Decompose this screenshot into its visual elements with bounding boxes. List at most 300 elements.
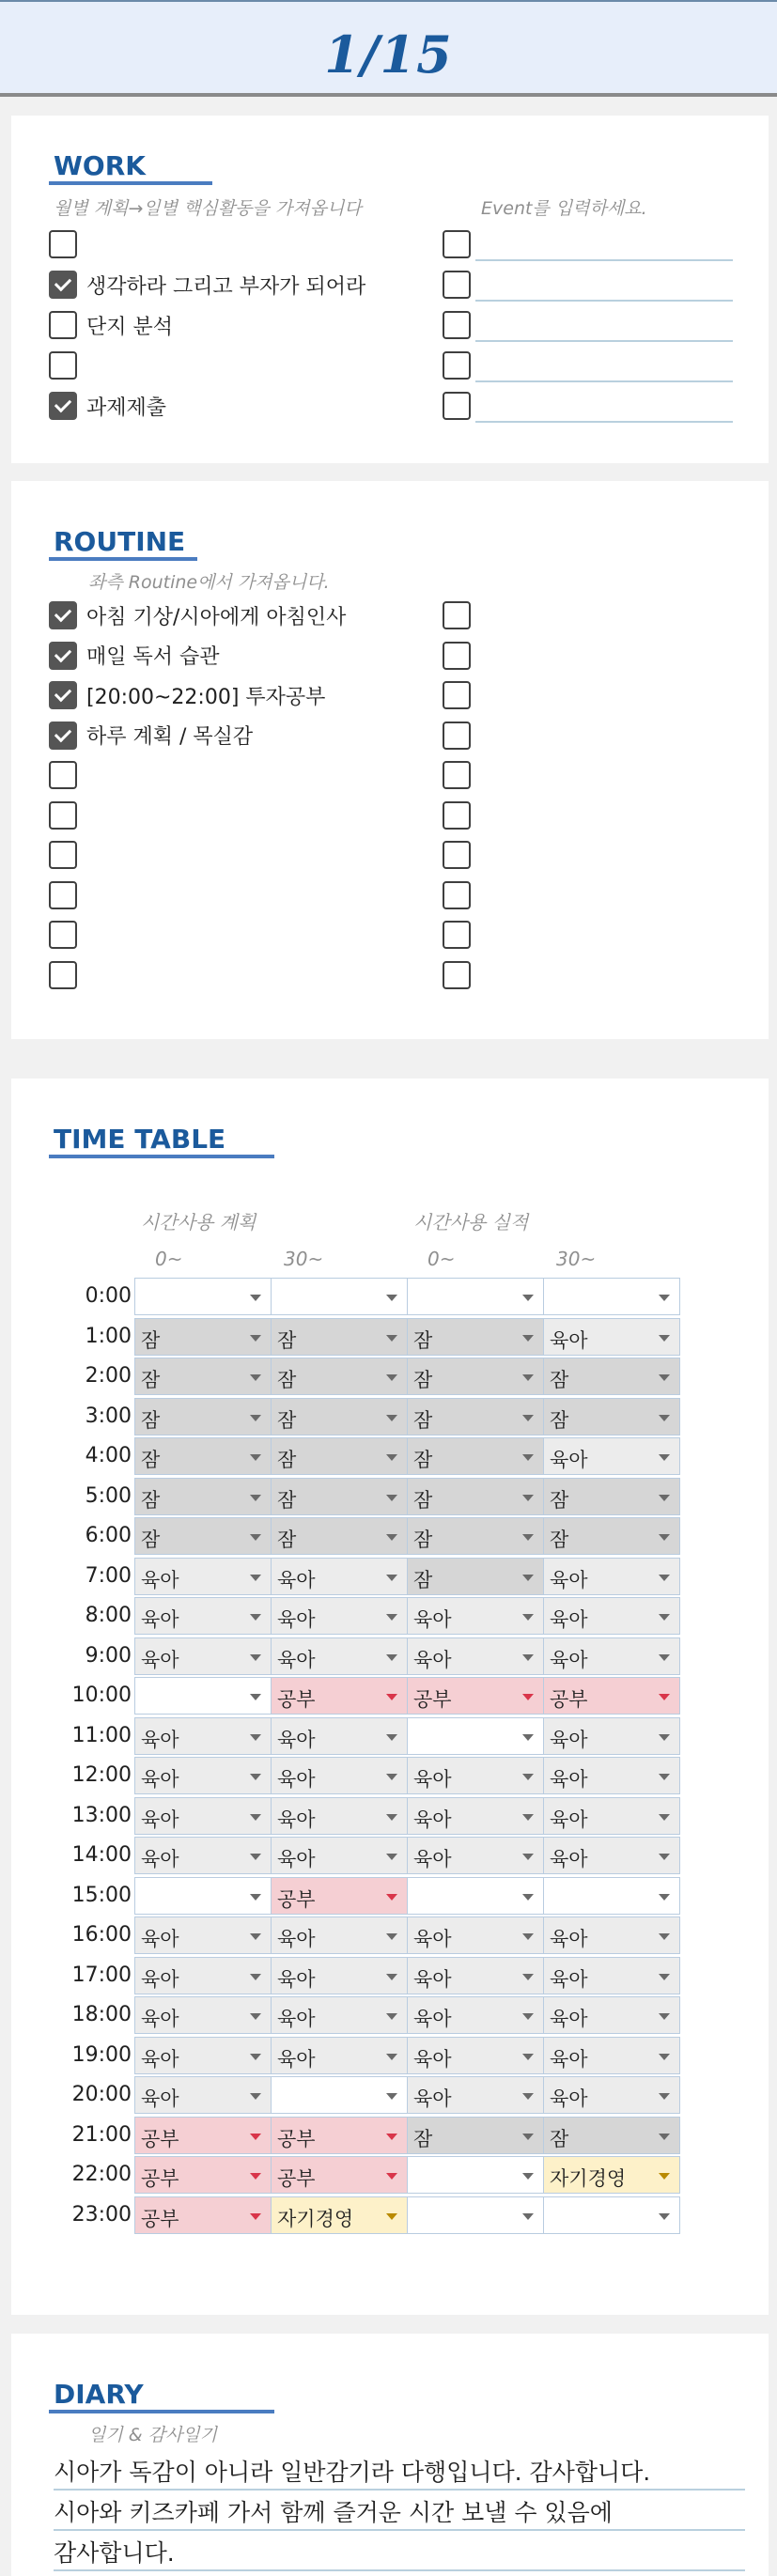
cell-value: 육아 <box>141 1848 179 1870</box>
work-title: WORK <box>54 150 146 181</box>
dropdown-arrow-icon[interactable] <box>659 1814 670 1821</box>
timetable-dropdown-cell[interactable] <box>407 1916 544 1954</box>
timetable-dropdown-cell[interactable] <box>134 1637 272 1675</box>
checkbox[interactable] <box>49 761 77 789</box>
timetable-title-underline <box>49 1155 274 1158</box>
timetable-dropdown-cell[interactable] <box>271 1278 408 1315</box>
diary-title-underline <box>49 2410 274 2413</box>
dropdown-arrow-icon[interactable] <box>386 1295 397 1301</box>
timetable-dropdown-cell[interactable] <box>134 2117 272 2154</box>
checkbox[interactable] <box>443 642 471 670</box>
timetable-dropdown-cell[interactable] <box>271 1398 408 1435</box>
hour-label: 4:00 <box>85 1444 132 1467</box>
timetable-dropdown-cell[interactable] <box>271 2037 408 2074</box>
timetable-dropdown-cell[interactable] <box>543 1717 680 1755</box>
event-input-line[interactable] <box>475 259 733 261</box>
dropdown-arrow-icon[interactable] <box>386 1933 397 1940</box>
checkbox[interactable] <box>49 271 77 299</box>
dropdown-arrow-icon[interactable] <box>250 2054 261 2060</box>
checkbox[interactable] <box>443 311 471 339</box>
event-input-line[interactable] <box>475 421 733 423</box>
diary-title: DIARY <box>54 2379 144 2410</box>
timetable-title: TIME TABLE <box>54 1124 226 1155</box>
timetable-dropdown-cell[interactable] <box>407 1957 544 1994</box>
timetable-dropdown-cell[interactable] <box>407 1278 544 1315</box>
timetable-dropdown-cell[interactable] <box>543 1318 680 1356</box>
timetable-dropdown-cell[interactable] <box>543 1837 680 1874</box>
timetable-dropdown-cell[interactable] <box>271 2076 408 2114</box>
dropdown-arrow-icon[interactable] <box>659 2093 670 2100</box>
dropdown-arrow-icon[interactable] <box>659 1694 670 1700</box>
routine-item <box>49 599 346 631</box>
dropdown-arrow-icon[interactable] <box>522 1575 534 1581</box>
routine-hint: 좌측 Routine에서 가져옵니다. <box>88 572 330 593</box>
timetable-dropdown-cell[interactable] <box>271 1677 408 1715</box>
dropdown-arrow-icon[interactable] <box>250 1495 261 1501</box>
checkbox[interactable] <box>49 801 77 830</box>
timetable-dropdown-cell[interactable] <box>407 2037 544 2074</box>
dropdown-arrow-icon[interactable] <box>386 2213 397 2220</box>
timetable-dropdown-cell[interactable] <box>407 1558 544 1595</box>
dropdown-arrow-icon[interactable] <box>522 2173 534 2180</box>
timetable-dropdown-cell[interactable] <box>543 1996 680 2034</box>
diary-rule-line <box>54 2489 745 2491</box>
dropdown-arrow-icon[interactable] <box>522 2213 534 2220</box>
cell-value: 잠 <box>413 1408 433 1432</box>
hour-label: 2:00 <box>85 1364 132 1388</box>
timetable-dropdown-cell[interactable] <box>543 1358 680 1395</box>
hour-label: 5:00 <box>85 1483 132 1508</box>
diary-hint: 일기 & 감사일기 <box>88 2425 218 2445</box>
dropdown-arrow-icon[interactable] <box>250 1575 261 1581</box>
routine-item <box>49 799 86 831</box>
cell-value: 자기경영 <box>277 2207 354 2230</box>
timetable-dropdown-cell[interactable] <box>134 1517 272 1555</box>
timetable-dropdown-cell[interactable] <box>543 1398 680 1435</box>
cell-value: 육아 <box>413 1608 452 1631</box>
timetable-dropdown-cell[interactable] <box>271 1637 408 1675</box>
dropdown-arrow-icon[interactable] <box>386 1854 397 1860</box>
timetable-dropdown-cell[interactable] <box>543 1877 680 1915</box>
checkbox[interactable] <box>443 681 471 709</box>
dropdown-arrow-icon[interactable] <box>522 1734 534 1741</box>
timetable-dropdown-cell[interactable] <box>543 2076 680 2114</box>
timetable-dropdown-cell[interactable] <box>407 1517 544 1555</box>
dropdown-arrow-icon[interactable] <box>522 1415 534 1421</box>
timetable-dropdown-cell[interactable] <box>134 1916 272 1954</box>
dropdown-arrow-icon[interactable] <box>250 1534 261 1541</box>
checkbox[interactable] <box>49 921 77 949</box>
dropdown-arrow-icon[interactable] <box>522 2093 534 2100</box>
dropdown-arrow-icon[interactable] <box>659 2134 670 2140</box>
dropdown-arrow-icon[interactable] <box>386 2134 397 2140</box>
dropdown-arrow-icon[interactable] <box>659 1495 670 1501</box>
timetable-dropdown-cell[interactable] <box>407 2196 544 2234</box>
checkbox[interactable] <box>49 311 77 339</box>
checkbox[interactable] <box>49 961 77 989</box>
timetable-dropdown-cell[interactable] <box>134 2156 272 2194</box>
dropdown-arrow-icon[interactable] <box>386 1575 397 1581</box>
dropdown-arrow-icon[interactable] <box>386 1534 397 1541</box>
dropdown-arrow-icon[interactable] <box>659 1335 670 1342</box>
checkbox-label: [20:00~22:00] 투자공부 <box>86 685 326 709</box>
dropdown-arrow-icon[interactable] <box>659 1933 670 1940</box>
timetable-dropdown-cell[interactable] <box>543 1957 680 1994</box>
cell-value: 잠 <box>413 1568 433 1591</box>
timetable-dropdown-cell[interactable] <box>543 1437 680 1475</box>
cell-value: 잠 <box>550 1488 569 1512</box>
dropdown-arrow-icon[interactable] <box>522 1335 534 1342</box>
hour-label: 1:00 <box>85 1324 132 1348</box>
hour-label: 0:00 <box>85 1284 132 1308</box>
cell-value: 잠 <box>413 1529 433 1551</box>
dropdown-arrow-icon[interactable] <box>250 1894 261 1901</box>
timetable-dropdown-cell[interactable] <box>407 1637 544 1675</box>
timetable-dropdown-cell[interactable] <box>271 1558 408 1595</box>
timetable-dropdown-cell[interactable] <box>134 2196 272 2234</box>
timetable-dropdown-cell[interactable] <box>543 2196 680 2234</box>
cell-value: 잠 <box>413 1369 433 1391</box>
routine-extra-item <box>443 759 471 791</box>
timetable-dropdown-cell[interactable] <box>271 1478 408 1515</box>
checkbox[interactable] <box>443 351 471 380</box>
routine-item <box>49 919 86 951</box>
dropdown-arrow-icon[interactable] <box>522 1694 534 1700</box>
checkbox[interactable] <box>443 841 471 869</box>
timetable-dropdown-cell[interactable] <box>134 1358 272 1395</box>
dropdown-arrow-icon[interactable] <box>250 2173 261 2180</box>
cell-value: 잠 <box>141 1369 161 1391</box>
dropdown-arrow-icon[interactable] <box>659 1415 670 1421</box>
timetable-dropdown-cell[interactable] <box>134 2037 272 2074</box>
cell-value: 공부 <box>277 1688 316 1711</box>
dropdown-arrow-icon[interactable] <box>522 1614 534 1621</box>
dropdown-arrow-icon[interactable] <box>250 1974 261 1980</box>
checkbox[interactable] <box>49 681 77 709</box>
timetable-dropdown-cell[interactable] <box>407 1797 544 1835</box>
timetable-dropdown-cell[interactable] <box>271 1597 408 1635</box>
dropdown-arrow-icon[interactable] <box>250 1933 261 1940</box>
timetable-dropdown-cell[interactable] <box>271 1717 408 1755</box>
dropdown-arrow-icon[interactable] <box>522 2054 534 2060</box>
work-event-item <box>443 309 480 341</box>
cell-value: 잠 <box>277 1529 297 1551</box>
dropdown-arrow-icon[interactable] <box>386 2054 397 2060</box>
dropdown-arrow-icon[interactable] <box>386 1894 397 1901</box>
timetable-dropdown-cell[interactable] <box>407 2117 544 2154</box>
dropdown-arrow-icon[interactable] <box>522 1774 534 1780</box>
work-event-item <box>443 269 480 301</box>
dropdown-arrow-icon[interactable] <box>386 1694 397 1700</box>
checkbox[interactable] <box>443 230 471 258</box>
dropdown-arrow-icon[interactable] <box>659 2213 670 2220</box>
checkbox[interactable] <box>443 601 471 629</box>
dropdown-arrow-icon[interactable] <box>250 1854 261 1860</box>
dropdown-arrow-icon[interactable] <box>659 2173 670 2180</box>
checkbox[interactable] <box>443 801 471 830</box>
dropdown-arrow-icon[interactable] <box>250 1614 261 1621</box>
timetable-dropdown-cell[interactable] <box>134 1278 272 1315</box>
dropdown-arrow-icon[interactable] <box>250 1374 261 1381</box>
work-hint-left: 월별 계획→일별 핵심활동을 가져옵니다 <box>54 198 362 219</box>
cell-value: 육아 <box>550 1328 588 1352</box>
dropdown-arrow-icon[interactable] <box>250 1774 261 1780</box>
timetable-dropdown-cell[interactable] <box>134 1957 272 1994</box>
sub-header-actual-30: 30~ <box>556 1248 597 1270</box>
cell-value: 육아 <box>141 1608 179 1631</box>
dropdown-arrow-icon[interactable] <box>250 2213 261 2220</box>
cell-value: 잠 <box>413 1488 433 1512</box>
timetable-dropdown-cell[interactable] <box>407 1757 544 1794</box>
timetable-dropdown-cell[interactable] <box>271 1358 408 1395</box>
timetable-dropdown-cell[interactable] <box>407 1996 544 2034</box>
cell-value: 공부 <box>141 2127 179 2150</box>
dropdown-arrow-icon[interactable] <box>250 1335 261 1342</box>
timetable-dropdown-cell[interactable] <box>407 1597 544 1635</box>
dropdown-arrow-icon[interactable] <box>386 1415 397 1421</box>
timetable-dropdown-cell[interactable] <box>543 1558 680 1595</box>
timetable-dropdown-cell[interactable] <box>134 1996 272 2034</box>
timetable-dropdown-cell[interactable] <box>134 2076 272 2114</box>
hour-label: 19:00 <box>71 2042 132 2067</box>
checkbox[interactable] <box>49 722 77 750</box>
dropdown-arrow-icon[interactable] <box>386 1814 397 1821</box>
hour-label: 15:00 <box>71 1883 132 1907</box>
cell-value: 자기경영 <box>550 2167 627 2190</box>
timetable-dropdown-cell[interactable] <box>134 1318 272 1356</box>
timetable-dropdown-cell[interactable] <box>407 1478 544 1515</box>
cell-value: 잠 <box>550 1529 569 1551</box>
dropdown-arrow-icon[interactable] <box>659 1894 670 1901</box>
dropdown-arrow-icon[interactable] <box>386 1495 397 1501</box>
dropdown-arrow-icon[interactable] <box>522 1933 534 1940</box>
diary-section <box>11 2334 769 2576</box>
dropdown-arrow-icon[interactable] <box>659 1575 670 1581</box>
routine-extra-item <box>443 879 471 911</box>
timetable-dropdown-cell[interactable] <box>134 1837 272 1874</box>
timetable-dropdown-cell[interactable] <box>134 1757 272 1794</box>
timetable-dropdown-cell[interactable] <box>271 1797 408 1835</box>
dropdown-arrow-icon[interactable] <box>386 1974 397 1980</box>
timetable-dropdown-cell[interactable] <box>543 1278 680 1315</box>
cell-value: 잠 <box>550 2127 569 2150</box>
timetable-dropdown-cell[interactable] <box>407 1437 544 1475</box>
dropdown-arrow-icon[interactable] <box>659 1734 670 1741</box>
dropdown-arrow-icon[interactable] <box>386 1614 397 1621</box>
checkbox[interactable] <box>49 351 77 380</box>
dropdown-arrow-icon[interactable] <box>659 1374 670 1381</box>
checkbox[interactable] <box>49 881 77 909</box>
dropdown-arrow-icon[interactable] <box>659 1654 670 1661</box>
dropdown-arrow-icon[interactable] <box>250 1694 261 1700</box>
cell-value: 육아 <box>550 1608 588 1631</box>
dropdown-arrow-icon[interactable] <box>522 1495 534 1501</box>
dropdown-arrow-icon[interactable] <box>522 1454 534 1461</box>
hour-label: 17:00 <box>71 1963 132 1987</box>
dropdown-arrow-icon[interactable] <box>522 1894 534 1901</box>
cell-value: 잠 <box>141 1488 161 1512</box>
timetable-dropdown-cell[interactable] <box>134 1877 272 1915</box>
timetable-dropdown-cell[interactable] <box>271 1437 408 1475</box>
checkbox[interactable] <box>443 961 471 989</box>
cell-value: 육아 <box>413 2047 452 2071</box>
checkbox[interactable] <box>49 642 77 670</box>
timetable-dropdown-cell[interactable] <box>407 1837 544 1874</box>
timetable-dropdown-cell[interactable] <box>134 1677 272 1715</box>
timetable-dropdown-cell[interactable] <box>271 1916 408 1954</box>
checkbox[interactable] <box>49 230 77 258</box>
timetable-dropdown-cell[interactable] <box>543 1637 680 1675</box>
dropdown-arrow-icon[interactable] <box>522 1814 534 1821</box>
timetable-dropdown-cell[interactable] <box>407 2076 544 2114</box>
cell-value: 육아 <box>550 1928 588 1950</box>
cell-value: 육아 <box>141 1648 179 1671</box>
timetable-dropdown-cell[interactable] <box>407 1677 544 1715</box>
timetable-dropdown-cell[interactable] <box>271 2156 408 2194</box>
event-input-line[interactable] <box>475 380 733 382</box>
timetable-dropdown-cell[interactable] <box>134 1597 272 1635</box>
timetable-dropdown-cell[interactable] <box>134 1437 272 1475</box>
timetable-dropdown-cell[interactable] <box>134 1558 272 1595</box>
dropdown-arrow-icon[interactable] <box>659 2054 670 2060</box>
checkbox[interactable] <box>443 881 471 909</box>
timetable-dropdown-cell[interactable] <box>543 2117 680 2154</box>
timetable-dropdown-cell[interactable] <box>543 1478 680 1515</box>
checkbox[interactable] <box>443 921 471 949</box>
timetable-dropdown-cell[interactable] <box>134 1797 272 1835</box>
cell-value: 육아 <box>141 1768 179 1791</box>
dropdown-arrow-icon[interactable] <box>659 1454 670 1461</box>
dropdown-arrow-icon[interactable] <box>386 1335 397 1342</box>
dropdown-arrow-icon[interactable] <box>386 1734 397 1741</box>
dropdown-arrow-icon[interactable] <box>522 1534 534 1541</box>
timetable-dropdown-cell[interactable] <box>543 2156 680 2194</box>
timetable-dropdown-cell[interactable] <box>271 1996 408 2034</box>
timetable-dropdown-cell[interactable] <box>134 1398 272 1435</box>
dropdown-arrow-icon[interactable] <box>250 1654 261 1661</box>
cell-value: 공부 <box>277 1887 316 1911</box>
cell-value: 잠 <box>277 1488 297 1512</box>
routine-extra-item <box>443 839 471 871</box>
timetable-dropdown-cell[interactable] <box>271 1318 408 1356</box>
routine-extra-item <box>443 799 471 831</box>
cell-value: 육아 <box>550 1648 588 1671</box>
dropdown-arrow-icon[interactable] <box>659 1974 670 1980</box>
timetable-dropdown-cell[interactable] <box>543 1597 680 1635</box>
dropdown-arrow-icon[interactable] <box>522 1854 534 1860</box>
timetable-dropdown-cell[interactable] <box>407 2156 544 2194</box>
timetable-dropdown-cell[interactable] <box>543 1916 680 1954</box>
dropdown-arrow-icon[interactable] <box>250 2013 261 2020</box>
cell-value: 육아 <box>550 1768 588 1791</box>
event-input-line[interactable] <box>475 300 733 302</box>
dropdown-arrow-icon[interactable] <box>386 2093 397 2100</box>
checkbox[interactable] <box>443 761 471 789</box>
dropdown-arrow-icon[interactable] <box>659 1854 670 1860</box>
dropdown-arrow-icon[interactable] <box>250 2134 261 2140</box>
checkbox[interactable] <box>443 392 471 420</box>
cell-value: 육아 <box>277 1728 316 1751</box>
timetable-dropdown-cell[interactable] <box>543 1677 680 1715</box>
dropdown-arrow-icon[interactable] <box>659 1295 670 1301</box>
timetable-dropdown-cell[interactable] <box>543 1757 680 1794</box>
timetable-dropdown-cell[interactable] <box>271 1837 408 1874</box>
checkbox[interactable] <box>49 392 77 420</box>
cell-value: 육아 <box>413 1648 452 1671</box>
dropdown-arrow-icon[interactable] <box>386 1774 397 1780</box>
routine-section <box>11 481 769 1039</box>
dropdown-arrow-icon[interactable] <box>522 1974 534 1980</box>
cell-value: 육아 <box>277 2047 316 2071</box>
timetable-dropdown-cell[interactable] <box>271 2196 408 2234</box>
dropdown-arrow-icon[interactable] <box>386 1654 397 1661</box>
dropdown-arrow-icon[interactable] <box>250 1734 261 1741</box>
timetable-dropdown-cell[interactable] <box>271 1957 408 1994</box>
dropdown-arrow-icon[interactable] <box>386 2173 397 2180</box>
timetable-dropdown-cell[interactable] <box>407 1358 544 1395</box>
routine-item <box>49 640 220 672</box>
dropdown-arrow-icon[interactable] <box>522 2134 534 2140</box>
cell-value: 육아 <box>550 1848 588 1870</box>
timetable-dropdown-cell[interactable] <box>134 1717 272 1755</box>
dropdown-arrow-icon[interactable] <box>386 1454 397 1461</box>
checkbox[interactable] <box>443 271 471 299</box>
date-header <box>0 0 777 97</box>
dropdown-arrow-icon[interactable] <box>250 2093 261 2100</box>
timetable-dropdown-cell[interactable] <box>134 1478 272 1515</box>
checkbox[interactable] <box>443 722 471 750</box>
routine-title: ROUTINE <box>54 526 186 557</box>
timetable-dropdown-cell[interactable] <box>407 1398 544 1435</box>
dropdown-arrow-icon[interactable] <box>659 1774 670 1780</box>
timetable-dropdown-cell[interactable] <box>543 1517 680 1555</box>
routine-item <box>49 759 86 791</box>
checkbox[interactable] <box>49 841 77 869</box>
cell-value: 육아 <box>277 1967 316 1991</box>
dropdown-arrow-icon[interactable] <box>659 2013 670 2020</box>
cell-value: 공부 <box>141 2207 179 2230</box>
timetable-dropdown-cell[interactable] <box>407 1877 544 1915</box>
dropdown-arrow-icon[interactable] <box>386 1374 397 1381</box>
checkbox[interactable] <box>49 601 77 629</box>
dropdown-arrow-icon[interactable] <box>659 1614 670 1621</box>
dropdown-arrow-icon[interactable] <box>522 1374 534 1381</box>
dropdown-arrow-icon[interactable] <box>250 1295 261 1301</box>
timetable-dropdown-cell[interactable] <box>407 1318 544 1356</box>
event-input-line[interactable] <box>475 340 733 342</box>
routine-item <box>49 959 86 991</box>
cell-value: 육아 <box>141 2047 179 2071</box>
checkbox-label: 생각하라 그리고 부자가 되어라 <box>86 274 366 299</box>
timetable-dropdown-cell[interactable] <box>271 1517 408 1555</box>
timetable-dropdown-cell[interactable] <box>271 2117 408 2154</box>
dropdown-arrow-icon[interactable] <box>659 1534 670 1541</box>
timetable-dropdown-cell[interactable] <box>407 1717 544 1755</box>
dropdown-arrow-icon[interactable] <box>250 1454 261 1461</box>
dropdown-arrow-icon[interactable] <box>386 2013 397 2020</box>
dropdown-arrow-icon[interactable] <box>250 1415 261 1421</box>
dropdown-arrow-icon[interactable] <box>522 1295 534 1301</box>
timetable-dropdown-cell[interactable] <box>543 2037 680 2074</box>
dropdown-arrow-icon[interactable] <box>250 1814 261 1821</box>
timetable-dropdown-cell[interactable] <box>543 1797 680 1835</box>
dropdown-arrow-icon[interactable] <box>522 2013 534 2020</box>
cell-value: 잠 <box>550 1369 569 1391</box>
checkbox-label: 하루 계획 / 목실감 <box>86 725 254 749</box>
dropdown-arrow-icon[interactable] <box>522 1654 534 1661</box>
timetable-dropdown-cell[interactable] <box>271 1877 408 1915</box>
timetable-dropdown-cell[interactable] <box>271 1757 408 1794</box>
